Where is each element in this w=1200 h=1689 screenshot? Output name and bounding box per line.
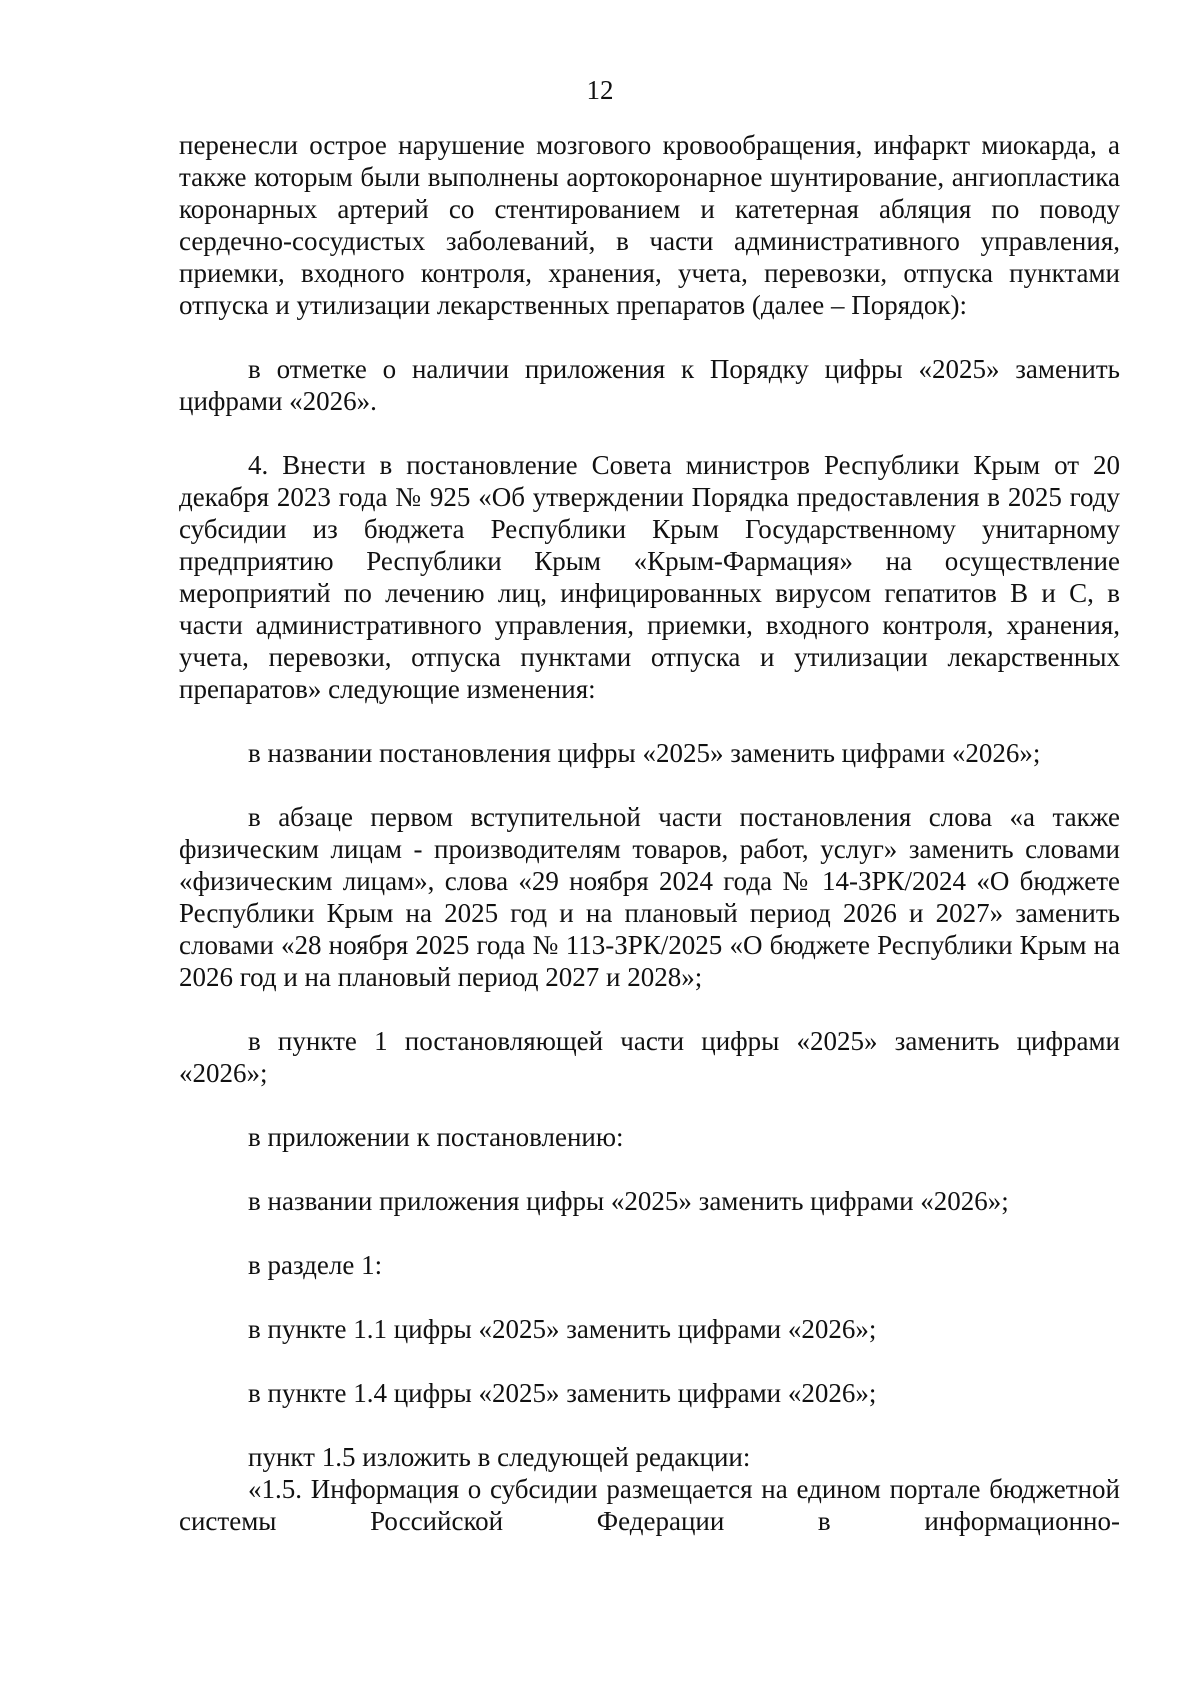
paragraph-gap <box>179 1217 1120 1249</box>
page-number: 12 <box>586 75 614 105</box>
paragraph-preamble-change: в абзаце первом вступительной части постановления слова «а также физическим лицам - производителям товаров, работ, услуг» заменить словами «физическим лицам», слова «29 ноября 2024 года № 14-ЗРК/2024 «О бюджете Республики Крым на 2025 год и на плановый период 2026 и 2027» заменить словами «28 ноября 2025 года № 113-ЗРК/2025 «О бюджете Республики Крым на 2026 год и на плановый период 2027 и 2028»; <box>179 802 1120 992</box>
paragraph-gap <box>179 705 1120 737</box>
paragraph-gap <box>179 769 1120 801</box>
paragraph-point-1-change: в пункте 1 постановляющей части цифры «2025» заменить цифрами «2026»; <box>179 1026 1120 1088</box>
paragraph-title-change: в названии постановления цифры «2025» заменить цифрами «2026»; <box>248 738 1041 768</box>
paragraph-annex-note: в отметке о наличии приложения к Порядку цифры «2025» заменить цифрами «2026». <box>179 354 1120 416</box>
paragraph-gap <box>179 1153 1120 1185</box>
paragraph-item-4: 4. Внести в постановление Совета министров Республики Крым от 20 декабря 2023 года № 925 «Об утверждении Порядка предоставления в 2025 году субсидии из бюджета Республики Крым Государственному унитарному предприятию Республики Крым «Крым-Фармация» на осуществление мероприятий по лечению лиц, инфицированных вирусом гепатитов В и С, в части административного управления, приемки, входного контроля, хранения, учета, перевозки, отпуска пунктами отпуска и утилизации лекарственных препаратов» следующие изменения: <box>179 450 1120 704</box>
paragraph-section-1: в разделе 1: <box>248 1250 383 1280</box>
document-body <box>179 129 1120 1537</box>
paragraph-gap <box>179 1345 1120 1377</box>
paragraph-point-1-4: в пункте 1.4 цифры «2025» заменить цифрами «2026»; <box>248 1378 877 1408</box>
paragraph-point-1-5-text: «1.5. Информация о субсидии размещается на едином портале бюджетной системы Российской Федерации в информационно- <box>179 1474 1120 1536</box>
paragraph-point-1-1: в пункте 1.1 цифры «2025» заменить цифрами «2026»; <box>248 1314 877 1344</box>
paragraph-gap <box>179 1281 1120 1313</box>
paragraph-gap <box>179 321 1120 353</box>
paragraph-gap <box>179 1089 1120 1121</box>
paragraph-gap <box>179 993 1120 1025</box>
paragraph-annex-title-change: в названии приложения цифры «2025» заменить цифрами «2026»; <box>248 1186 1009 1216</box>
paragraph-annex-intro: в приложении к постановлению: <box>248 1122 624 1152</box>
paragraph-point-1-5-intro: пункт 1.5 изложить в следующей редакции: <box>248 1442 751 1472</box>
paragraph-gap <box>179 1409 1120 1441</box>
paragraph-continuation: перенесли острое нарушение мозгового кровообращения, инфаркт миокарда, а также которым были выполнены аортокоронарное шунтирование, ангиопластика коронарных артерий со стентированием и катетерная абляция по поводу сердечно-сосудистых заболеваний, в части административного управления, приемки, входного контроля, хранения, учета, перевозки, отпуска пунктами отпуска и утилизации лекарственных препаратов (далее – Порядок): <box>179 130 1120 320</box>
paragraph-gap <box>179 417 1120 449</box>
